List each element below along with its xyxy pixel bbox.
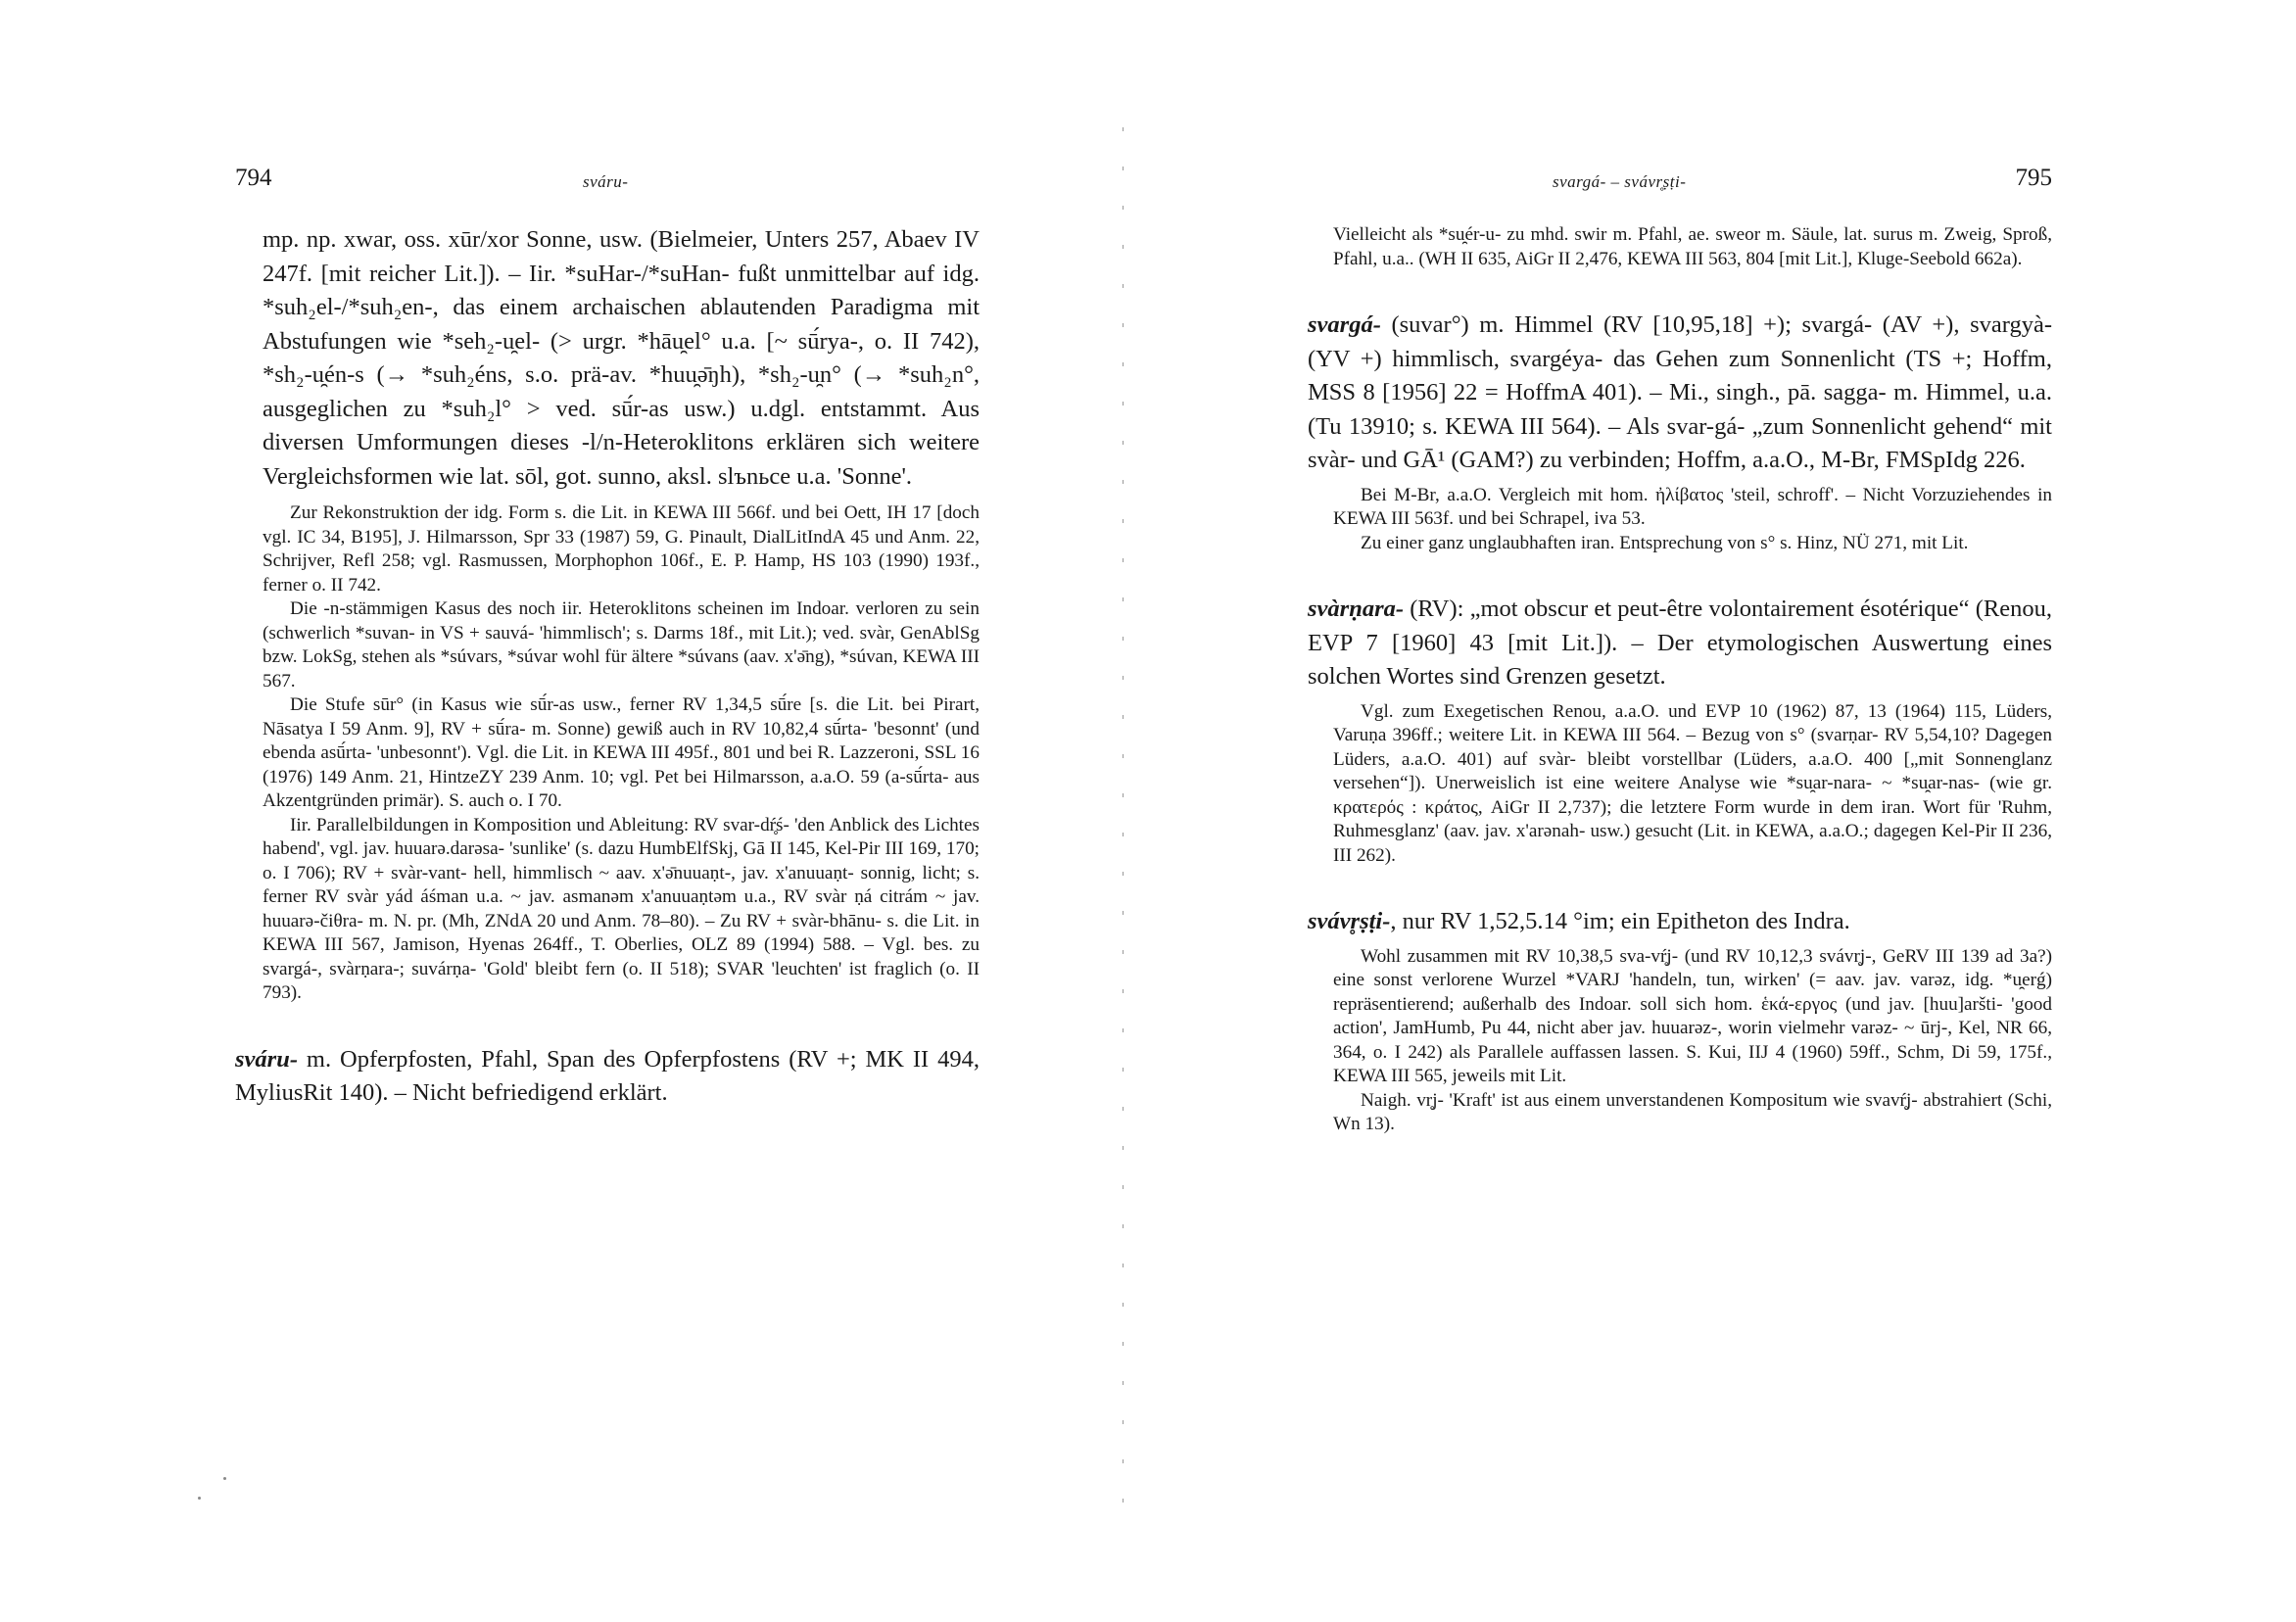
svarnara-notes	[1308, 700, 2052, 869]
entry-svavrsti	[1308, 905, 2052, 939]
note-paragraph: Zu einer ganz unglaubhaften iran. Entsprechung von s° s. Hinz, NÜ 271, mit Lit.	[1361, 532, 1969, 553]
note-paragraph: Naigh. vr̥j- 'Kraft' ist aus einem unverstandenen Kompositum wie svavŕ̥j- abstrahiert (Schi, Wn 13).	[1333, 1089, 2052, 1134]
lemma: svávr̥ṣṭi-	[1308, 908, 1391, 934]
lemma: svargá-	[1308, 311, 1381, 338]
right-running-header	[1308, 165, 2052, 223]
continuation-notes	[1308, 223, 2052, 271]
left-running-header	[235, 165, 980, 223]
left-page-number: 794	[235, 165, 272, 191]
book-gutter	[1123, 127, 1124, 1518]
left-notes	[235, 501, 980, 1006]
entry-text: m. Opferpfosten, Pfahl, Span des Opferpfostens (RV +; MK II 494, MyliusRit 140). – Nicht befriedigend erklärt.	[235, 1045, 980, 1106]
note-paragraph: Bei M-Br, a.a.O. Vergleich mit hom. ἠλίβατος 'steil, schroff'. – Nicht Vorzuziehendes in KEWA III 563f. und bei Schrapel, iva 53.	[1333, 484, 2052, 529]
left-main-text: mp. np. xwar, oss. xūr/xor Sonne, usw. (Bielmeier, Unters 257, Abaev IV 247f. [mit reicher Lit.]). – Iir. *suHar-/*suHan- fußt unmittelbar auf idg. *suh₂el-/*suh₂en-, das einem archaischen ablautenden Paradigma mit Abstufungen wie *seh₂-u̯el- (> urgr. *hāu̯el° u.a. [~ sū́rya-, o. II 742), *sh₂-u̯én-s (→ *suh₂éns, s.o. prä-av. *huu̯ə̄ŋh), *sh₂-u̯n° (→ *suh₂n°, ausgeglichen zu *suh₂l° > ved. sū́r-as usw.) u.dgl. entstammt. Aus diversen Umformungen dieses -l/n-Heteroklitons erklären sich weitere Vergleichsformen wie lat. sōl, got. sunno, aksl. slъnьce u.a. 'Sonne'.	[263, 226, 980, 490]
left-page	[235, 0, 980, 1111]
note-paragraph: Die -n-stämmigen Kasus des noch iir. Heteroklitons scheinen im Indoar. verloren zu sein (schwerlich *suvan- in VS + sauvá- 'himmlisch'; s. Darms 18f., mit Lit.); ved. svàr, GenAblSg bzw. LokSg, stehen als *súvars, *súvar wohl für ältere *súvans (aav. x'ə̄ng), *súvan, KEWA III 567.	[263, 598, 980, 692]
svarga-notes	[1308, 484, 2052, 556]
note-paragraph: Die Stufe sūr° (in Kasus wie sū́r-as usw., ferner RV 1,34,5 sū́re [s. die Lit. bei Pirart, Nāsatya I 59 Anm. 9], RV + sū́ra- m. Sonne) gewiß auch in RV 10,82,4 sū́rta- 'besonnt' (und ebenda asū́rta- 'unbesonnt'). Vgl. die Lit. in KEWA III 495f., 801 und bei R. Lazzeroni, SSL 16 (1976) 149 Anm. 21, HintzeZY 239 Anm. 10; vgl. Pet bei Hilmarsson, a.a.O. 59 (a-sū́rta- aus Akzentgründen primär). S. auch o. I 70.	[263, 694, 980, 811]
entry-text: (RV): „mot obscur et peut-être volontairement ésotérique“ (Renou, EVP 7 [1960] 43 [mit Lit.]). – Der etymologischen Auswertung eines solchen Wortes sind Grenzen gesetzt.	[1308, 596, 2052, 690]
entry-svaru	[235, 1043, 980, 1111]
scan-speck	[198, 1497, 201, 1500]
note-paragraph: Wohl zusammen mit RV 10,38,5 sva-vŕ̥j- (und RV 10,12,3 svávr̥j-, GeRV III 139 ad 3a?) eine sonst verlorene Wurzel *VARJ 'handeln, tun, wirken' (= aav. jav. varəz, idg. *u̯erǵ) repräsentierend; außerhalb des Indoar. soll sich hom. ἑκά-εργος (und jav. [huu]aršti- 'good action', JamHumb, Pu 44, nicht aber jav. huuarəz-, worin vielmehr varəz- ~ ūrj-, Kel, NR 66, 364, o. I 242) als Parallele auffassen lassen. S. Kui, IIJ 4 (1960) 59ff., Schm, Di 59, 175f., KEWA III 565, jeweils mit Lit.	[1333, 945, 2052, 1086]
note-paragraph: Iir. Parallelbildungen in Komposition und Ableitung: RV svar-dŕ̥ś- 'den Anblick des Lichtes habend', vgl. jav. huuarə.darəsa- 'sunlike' (s. dazu HumbElfSkj, Gā II 145, Kel-Pir III 169, 170; o. I 706); RV + svàr-vant- hell, himmlisch ~ aav. x'ə̄nuuaṇt-, jav. x'anuuaṇt- sonnig, licht; s. ferner RV svàr yád áśman u.a. ~ jav. asmanəm x'anuuaṇtəm u.a., RV svàr ṇá citrám ~ jav. huuarə-čiθra- m. N. pr. (Mh, ZNdA 20 und Anm. 78–80). – Zu RV + svàr-bhānu- s. die Lit. in KEWA III 567, Jamison, Hyenas 264ff., T. Oberlies, OLZ 89 (1994) 588. – Vgl. bes. zu svargá-, svàrṇara-; suvárṇa- 'Gold' bleibt fern (o. II 518); SVAR 'leuchten' ist fraglich (o. II 793).	[263, 814, 980, 1003]
entry-svarnara	[1308, 593, 2052, 694]
entry-svarga	[1308, 309, 2052, 478]
right-page	[1308, 0, 2052, 1137]
right-running-head: svargá- – svávr̥ṣṭi-	[1553, 172, 1687, 191]
scan-speck	[223, 1477, 226, 1480]
right-page-number: 795	[2015, 165, 2052, 191]
continuation-text: Vielleicht als *su̯ér-u- zu mhd. swir m. Pfahl, ae. sweor m. Säule, lat. surus m. Zweig, Sproß, Pfahl, u.a.. (WH II 635, AiGr II 2,476, KEWA III 563, 804 [mit Lit.], Kluge-Seebold 662a).	[1333, 224, 2052, 269]
entry-text: , nur RV 1,52,5.14 °im; ein Epitheton des Indra.	[1390, 908, 1850, 934]
note-paragraph: Zur Rekonstruktion der idg. Form s. die Lit. in KEWA III 566f. und bei Oett, IH 17 [doch vgl. IC 34, B195], J. Hilmarsson, Spr 33 (1987) 59, G. Pinault, DialLitIndA 45 und Anm. 22, Schrijver, Refl 258; vgl. Rasmussen, Morphophon 106f., E. P. Hamp, HS 103 (1990) 193f., ferner o. II 742.	[263, 502, 980, 596]
entry-text: (suvar°) m. Himmel (RV [10,95,18] +); svargá- (AV +), svargyà- (YV +) himmlisch, svargéya- das Gehen zum Sonnenlicht (TS +; Hoffm, MSS 8 [1956] 22 = HoffmA 401). – Mi., singh., pā. sagga- m. Himmel, u.a. (Tu 13910; s. KEWA III 564). – Als svar-gá- „zum Sonnenlicht gehend“ mit svàr- und GĀ¹ (GAM?) zu verbinden; Hoffm, a.a.O., M-Br, FMSpIdg 226.	[1308, 311, 2052, 473]
lemma: sváru-	[235, 1045, 298, 1073]
svavrsti-notes	[1308, 945, 2052, 1137]
lemma: svàrṇara-	[1308, 596, 1405, 622]
note-paragraph: Vgl. zum Exegetischen Renou, a.a.O. und EVP 10 (1962) 87, 13 (1964) 115, Lüders, Varuṇa 396ff.; weitere Lit. in KEWA III 564. – Bezug von s° (svarṇar- RV 5,54,10? Dagegen Lüders, a.a.O. 401) auf svàr- bleibt vorstellbar (Lüders, a.a.O. 400 [„mit Sonnenglanz versehen“]). Unerweislich ist eine weitere Analyse wie *su̯ar-nara- ~ *su̯ar-nas- (wie gr. κρατερός : κράτος, AiGr II 2,737); die letztere Form wurde in dem iran. Wort für 'Ruhm, Ruhmesglanz' (aav. jav. x'arənah- usw.) gesucht (Lit. in KEWA, a.a.O.; dagegen Kel-Pir II 236, III 262).	[1333, 700, 2052, 866]
left-running-head: sváru-	[583, 172, 629, 191]
